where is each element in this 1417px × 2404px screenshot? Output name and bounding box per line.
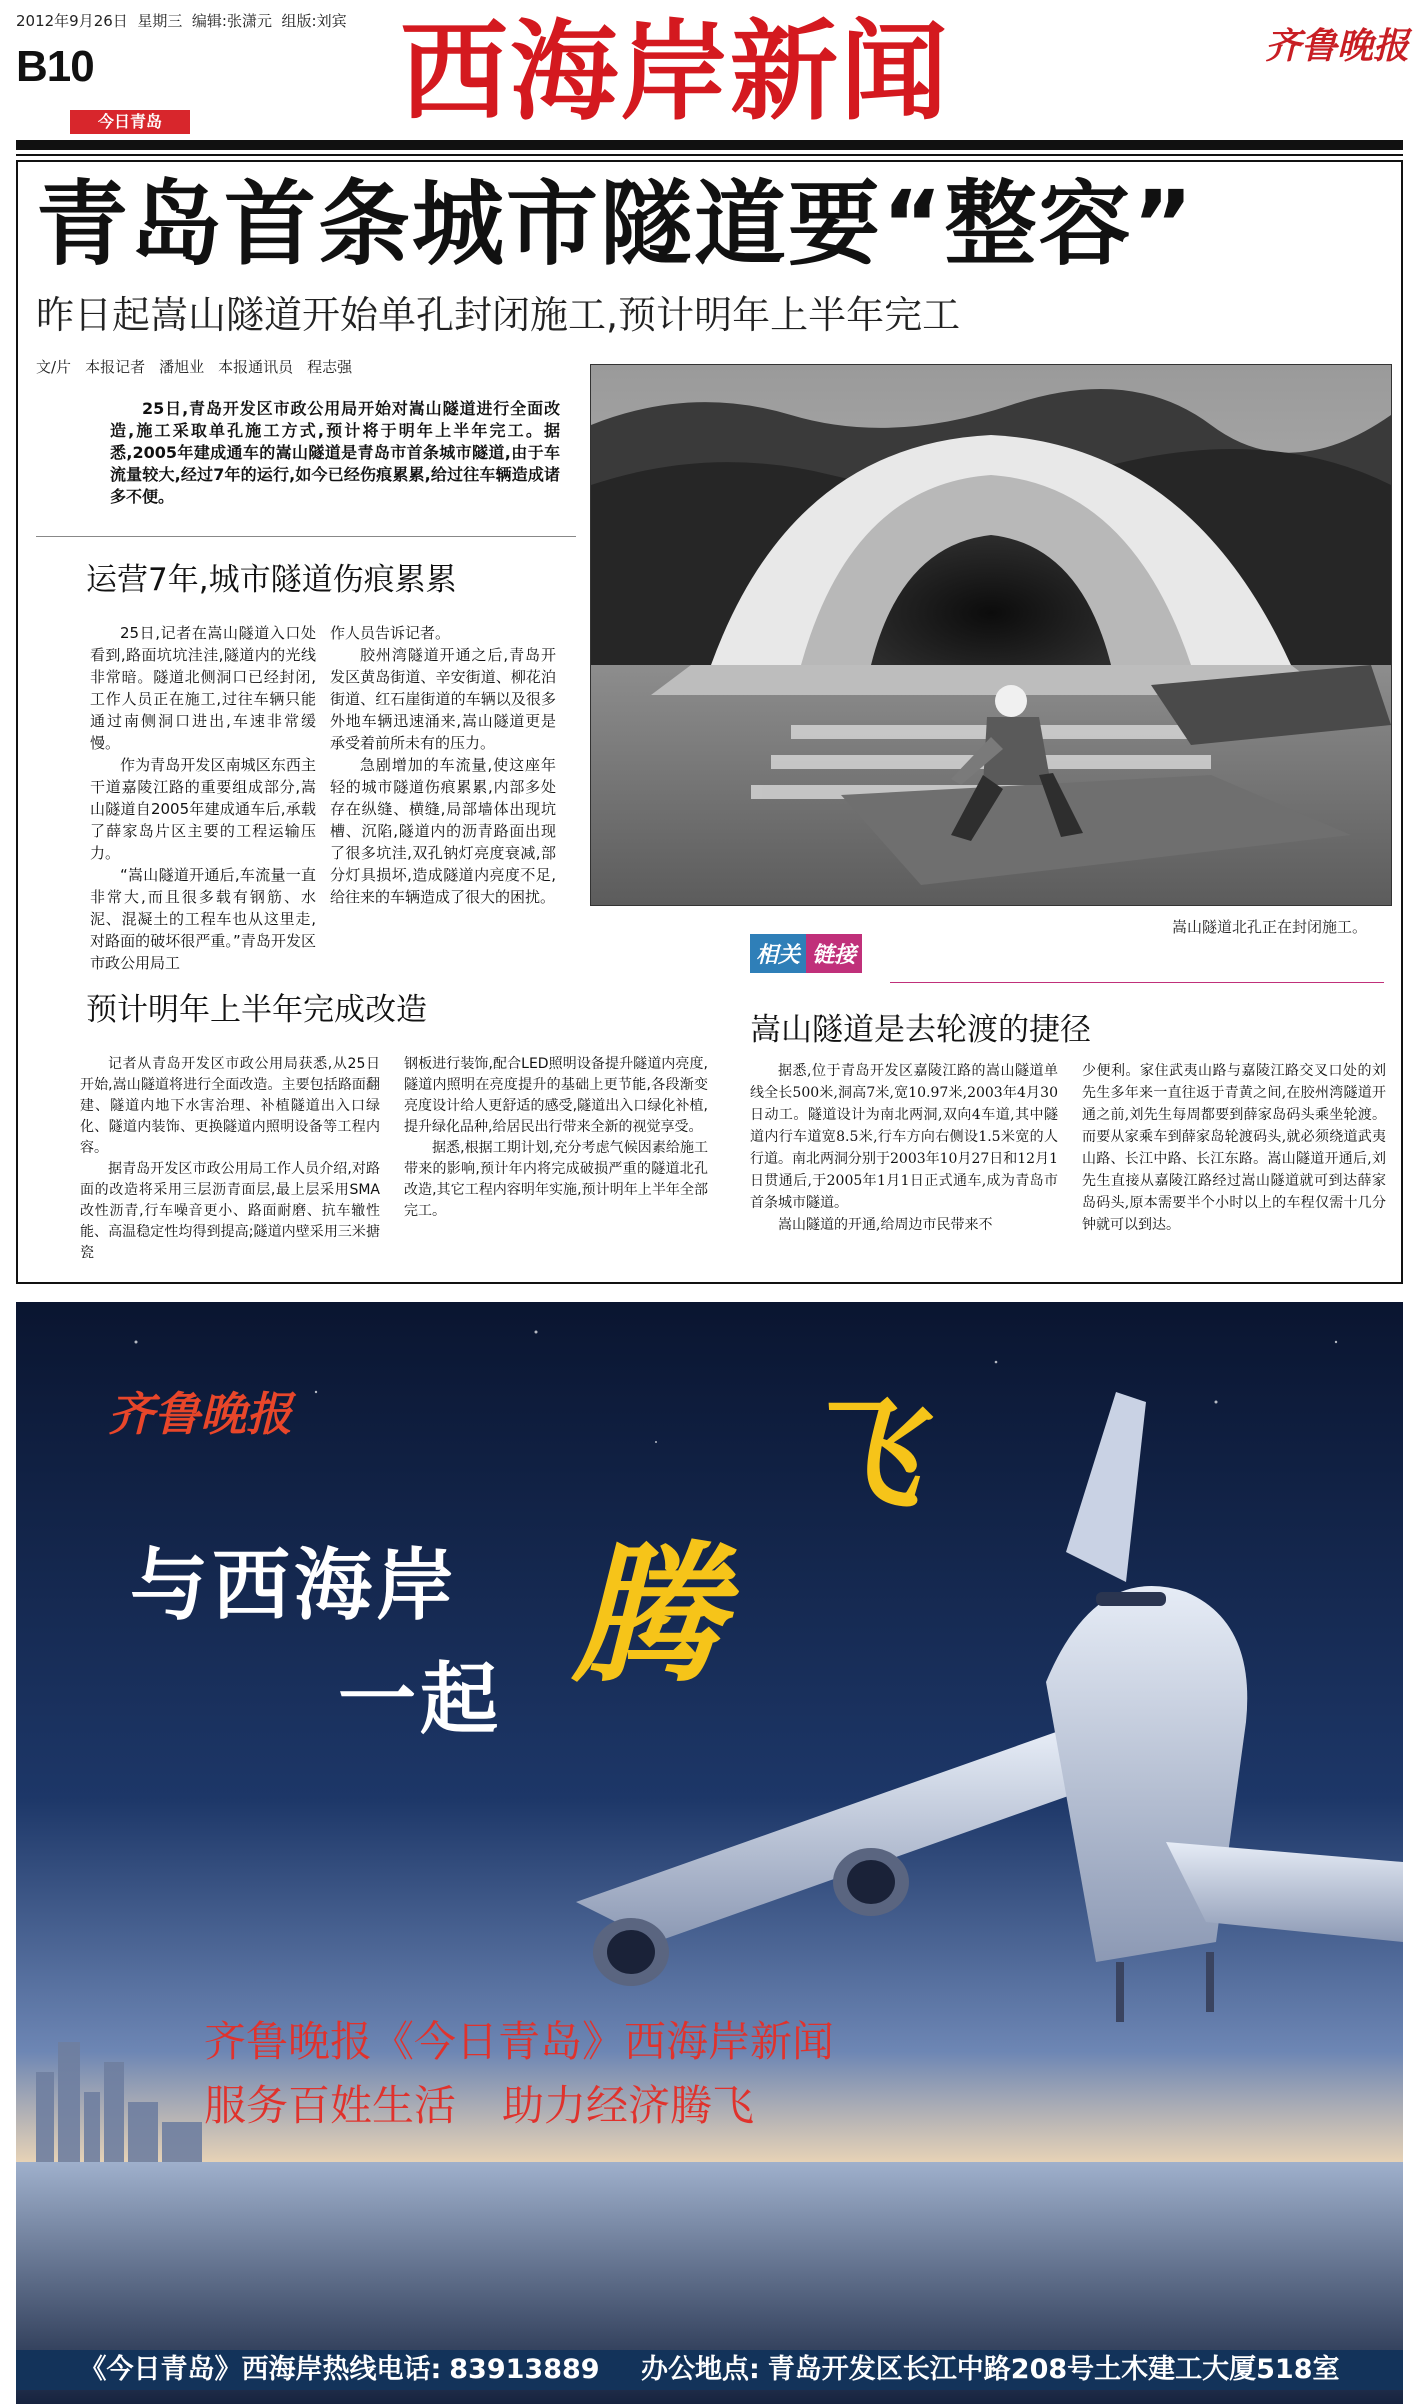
section1-col1 — [90, 622, 316, 974]
section2-title: 预计明年上半年完成改造 — [86, 992, 427, 1028]
paragraph: “嵩山隧道开通后,车流量一直非常大,而且很多载有钢筋、水泥、混凝土的工程车也从这里走,对路面的破坏很严重。”青岛开发区市政公用局工 — [90, 866, 316, 972]
brand-logo: 齐鲁晚报 — [1265, 25, 1410, 67]
address-label: 办公地点: — [640, 2354, 760, 2385]
ad-calligraphy-fei: 飞 — [800, 1384, 920, 1525]
related-divider — [890, 982, 1384, 983]
photo-caption: 嵩山隧道北孔正在封闭施工。 — [1172, 918, 1368, 936]
header-rule — [16, 140, 1403, 150]
byline-item: 程志强 — [307, 358, 353, 376]
ad-headline-line2: 一起 — [338, 1655, 503, 1745]
editor-credit: 编辑:张潇元 — [191, 12, 272, 30]
ad-footer-bar — [16, 2350, 1403, 2390]
section1-col2 — [330, 622, 556, 908]
issue-date: 2012年9月26日 — [16, 12, 128, 30]
section2-col1 — [80, 1054, 380, 1264]
byline-item: 本报记者 — [85, 358, 146, 376]
hotline-number: 83913889 — [449, 2354, 600, 2385]
paragraph: 据悉,根据工期计划,充分考虑气候因素给施工带来的影响,预计年内将完成破损严重的隧道北孔改造,其它工程内容明年实施,预计明年上半年全部完工。 — [404, 1140, 708, 1219]
ad-headline-line1: 与西海岸 — [130, 1541, 459, 1631]
tunnel-illustration — [591, 365, 1391, 905]
paragraph: 据青岛开发区市政公用局工作人员介绍,对路面的改造将采用三层沥青面层,最上层采用SMA改性沥青,行车噪音更小、路面耐磨、抗车辙性能、高温稳定性均得到提高;隧道内壁采用三米搪瓷 — [80, 1161, 380, 1261]
paragraph: 胶州湾隧道开通之后,青岛开发区黄岛街道、辛安街道、柳花泊街道、红石崖街道的车辆以及很多外地车辆迅速涌来,嵩山隧道更是承受着前所未有的压力。 — [330, 646, 556, 752]
divider — [36, 536, 576, 537]
ad-slogan-line2 — [204, 2078, 800, 2134]
sidebar-col2 — [1082, 1060, 1386, 1236]
section1-title: 运营7年,城市隧道伤痕累累 — [86, 562, 457, 598]
byline-item: 潘旭业 — [159, 358, 205, 376]
article-subhead: 昨日起嵩山隧道开始单孔封闭施工,预计明年上半年完工 — [36, 293, 961, 337]
article-headline: 青岛首条城市隧道要“整容” — [36, 171, 1195, 278]
paragraph: 25日,记者在嵩山隧道入口处看到,路面坑坑洼洼,隧道内的光线非常暗。隧道北侧洞口已经封闭,工作人员正在施工,过往车辆只能通过南侧洞口进出,车速非常缓慢。 — [90, 624, 316, 752]
paragraph: 少便利。家住武夷山路与嘉陵江路交叉口处的刘先生多年来一直往返于青黄之间,在胶州湾隧道开通之前,刘先生每周都要到薛家岛码头乘坐轮渡。而要从家乘车到薛家岛轮渡码头,就必须绕道武夷山路、长江中路、长江东路。嵩山隧道开通后,刘先生直接从嘉陵江路经过嵩山隧道就可到达薛家岛码头,原本需要半个小时以上的车程仅需十几分钟就可以到达。 — [1082, 1063, 1386, 1233]
issue-weekday: 星期三 — [137, 12, 183, 30]
sidebar-title: 嵩山隧道是去轮渡的捷径 — [750, 1012, 1091, 1048]
advertisement — [16, 1302, 1403, 2404]
section-tag: 今日青岛 — [70, 110, 190, 134]
header-rule-thin — [16, 154, 1403, 156]
ad-brand-logo: 齐鲁晚报 — [108, 1387, 292, 1441]
ad-slogan-line1: 齐鲁晚报《今日青岛》西海岸新闻 — [204, 2017, 835, 2066]
page-number: B10 — [16, 42, 94, 91]
paragraph: 钢板进行装饰,配合LED照明设备提升隧道内亮度,隧道内照明在亮度提升的基础上更节能,各段渐变亮度设计给人更舒适的感受,隧道出入口绿化补植,提升绿化品种,给居民出行带来全新的视觉享受。 — [404, 1056, 708, 1135]
paragraph: 作为青岛开发区南城区东西主干道嘉陵江路的重要组成部分,嵩山隧道自2005年建成通车后,承载了薛家岛片区主要的工程运输压力。 — [90, 756, 316, 862]
byline-item: 本报通讯员 — [218, 358, 294, 376]
hotline-label: 《今日青岛》西海岸热线电话: — [79, 2354, 442, 2385]
ad-background — [16, 1302, 1403, 2404]
address-text: 青岛开发区长江中路208号土木建工大厦518室 — [767, 2354, 1340, 2385]
ad-calligraphy-teng: 腾 — [572, 1527, 723, 1703]
header-meta — [16, 10, 347, 31]
article-byline — [36, 356, 366, 377]
byline-item: 文/片 — [36, 358, 72, 376]
lead-text: 25日,青岛开发区市政公用局开始对嵩山隧道进行全面改造,施工采取单孔施工方式,预计将于明年上半年完工。据悉,2005年建成通车的嵩山隧道是青岛市首条城市隧道,由于车流量较大,经过7年的运行,如今已经伤痕累累,给过往车辆造成诸多不便。 — [110, 399, 560, 506]
ad-slogan-part: 助力经济腾飞 — [502, 2081, 755, 2130]
tunnel-photo — [590, 364, 1392, 906]
related-link-tag — [750, 934, 890, 974]
ad-slogan-part: 服务百姓生活 — [204, 2081, 457, 2130]
paragraph: 嵩山隧道的开通,给周边市民带来不 — [778, 1217, 993, 1233]
article-lead — [110, 398, 560, 508]
masthead-title: 西海岸新闻 — [400, 9, 951, 135]
paragraph: 急剧增加的车流量,使这座年轻的城市隧道伤痕累累,内部多处存在纵缝、横缝,局部墙体出现坑槽、沉陷,隧道内的沥青路面出现了很多坑洼,双孔钠灯亮度衰减,部分灯具损坏,造成隧道内亮度不足,给往来的车辆造成了很大的困扰。 — [330, 756, 556, 906]
sidebar-col1 — [750, 1060, 1058, 1236]
section2-col2 — [404, 1054, 708, 1222]
designer-credit: 组版:刘宾 — [281, 12, 347, 30]
paragraph: 据悉,位于青岛开发区嘉陵江路的嵩山隧道单线全长500米,洞高7米,宽10.97米,2003年4月30日动工。隧道设计为南北两洞,双向4车道,其中隧道内行车道宽8.5米,行车方向右侧设1.5米宽的人行道。南北两洞分别于2003年10月27日和12月1日贯通后,于2005年1月1日正式通车,成为青岛市首条城市隧道。 — [750, 1063, 1058, 1211]
related-tag-part1: 相关 — [750, 934, 806, 973]
paragraph: 作人员告诉记者。 — [330, 624, 451, 642]
paragraph: 记者从青岛开发区市政公用局获悉,从25日开始,嵩山隧道将进行全面改造。主要包括路面翻建、隧道内地下水害治理、补植隧道出入口绿化、隧道内装饰、更换隧道内照明设备等工程内容。 — [80, 1056, 380, 1156]
related-tag-part2: 链接 — [806, 934, 862, 973]
